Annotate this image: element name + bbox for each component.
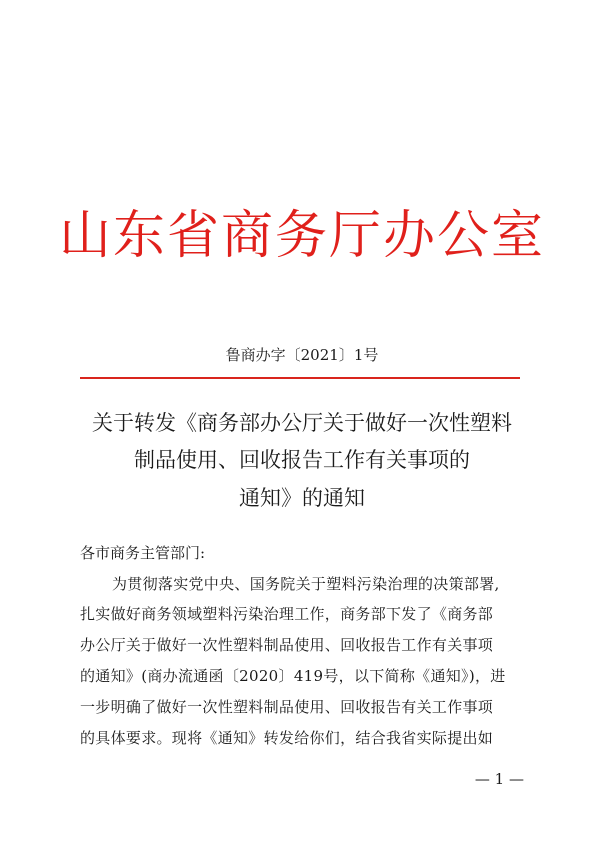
document-title-line-3: 通知》的通知 xyxy=(239,486,365,510)
body-line-2: 扎实做好商务领域塑料污染治理工作，商务部下发了《商务部 xyxy=(80,605,494,623)
page-number: — 1 — xyxy=(474,770,524,788)
body-line-1: 为贯彻落实党中央、国务院关于塑料污染治理的决策部署, xyxy=(112,575,500,593)
body-line-3: 办公厅关于做好一次性塑料制品使用、回收报告工作有关事项 xyxy=(80,636,494,654)
document-title-line-2: 制品使用、回收报告工作有关事项的 xyxy=(134,448,470,472)
red-divider-line xyxy=(80,377,520,379)
document-number: 鲁商办字〔2021〕1号 xyxy=(225,346,379,364)
salutation: 各市商务主管部门: xyxy=(80,544,206,562)
issuing-office-header: 山东省商务厅办公室 xyxy=(58,206,545,266)
body-line-5: 一步明确了做好一次性塑料制品使用、回收报告有关工作事项 xyxy=(80,698,494,716)
body-line-6: 的具体要求。现将《通知》转发给你们，结合我省实际提出如 xyxy=(80,729,494,747)
body-line-4: 的通知》(商办流通函〔2020〕419号，以下简称《通知》)，进 xyxy=(80,667,506,685)
document-title-line-1: 关于转发《商务部办公厅关于做好一次性塑料 xyxy=(92,411,512,435)
